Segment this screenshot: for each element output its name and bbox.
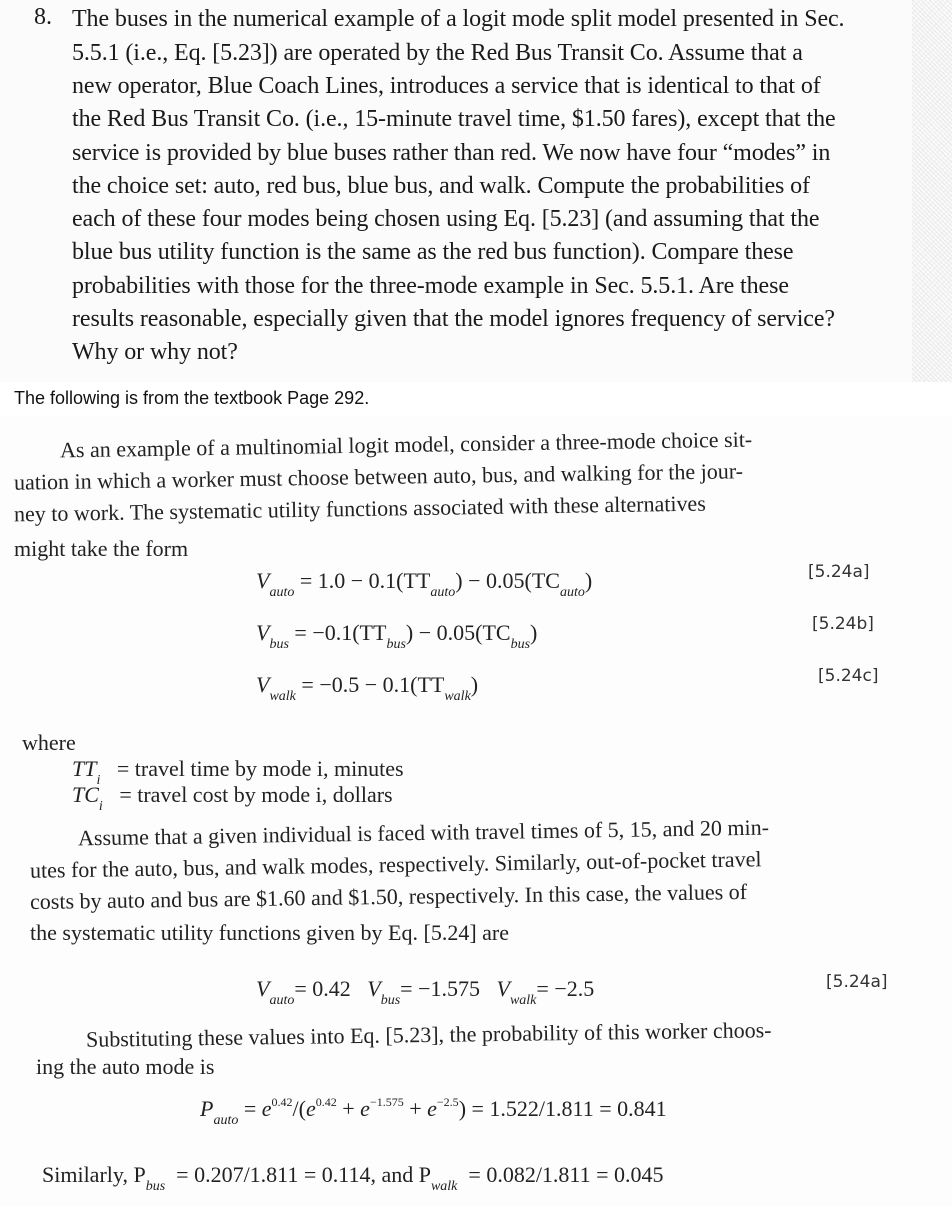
equation-tag: [5.24a] xyxy=(826,972,888,992)
problem-line: each of these four modes being chosen using Eq. [5.23] (and assuming that the xyxy=(72,206,820,232)
definition-tc: $TC_i$ = travel cost by mode i, dollars xyxy=(72,782,393,814)
assume-line: Assume that a given individual is faced with travel times of 5, 15, and 20 min- xyxy=(77,814,770,851)
intro-line: uation in which a worker must choose between auto, bus, and walking for the jour- xyxy=(13,458,744,495)
problem-line: 5.5.1 (i.e., Eq. [5.23]) are operated by the Red Bus Transit Co. Assume that a xyxy=(72,40,803,66)
problem-line: Why or why not? xyxy=(72,339,238,365)
equation-v-auto: $V_{auto} = 1.0 - 0.1(TT_{auto}) - 0.05(TC_{auto})$ xyxy=(256,568,593,600)
problem-number: 8. xyxy=(34,4,52,30)
p-auto-equation: $P_{auto} = e^{0.42}/(e^{0.42} + e^{-1.575} + e^{-2.5}) = 1.522/1.811 = 0.841$ xyxy=(200,1095,667,1128)
equation-tag: [5.24a] xyxy=(808,562,870,582)
assume-line: the systematic utility functions given by Eq. [5.24] are xyxy=(30,920,510,945)
problem-line: The buses in the numerical example of a logit mode split model presented in Sec. xyxy=(72,6,845,32)
problem-line: the Red Bus Transit Co. (i.e., 15-minute travel time, $1.50 fares), except that the xyxy=(72,106,836,132)
similarly-line: Similarly, $P_{bus} = 0.207/1.811 = 0.114$, and $P_{walk} = 0.082/1.811 = 0.045$ xyxy=(42,1162,664,1194)
where-label: where xyxy=(22,730,76,755)
problem-line: the choice set: auto, red bus, blue bus, and walk. Compute the probabilities of xyxy=(72,173,810,199)
assume-line: utes for the auto, bus, and walk modes, respectively. Similarly, out-of-pocket travel xyxy=(29,846,762,883)
problem-statement xyxy=(0,0,952,382)
problem-line: blue bus utility function is the same as the red bus function). Compare these xyxy=(72,239,794,265)
intro-line: might take the form xyxy=(14,536,189,561)
definition-tt: $TT_i$ = travel time by mode i, minutes xyxy=(72,756,404,788)
intro-line: As an example of a multinomial logit model, consider a three-mode choice sit- xyxy=(59,426,753,463)
assume-line: costs by auto and bus are $1.60 and $1.50, respectively. In this case, the values of xyxy=(29,878,748,915)
textbook-excerpt xyxy=(0,416,952,1206)
scan-noise xyxy=(912,0,952,382)
equation-v-walk: $V_{walk} = -0.5 - 0.1(TT_{walk})$ xyxy=(256,672,479,704)
problem-line: results reasonable, especially given that the model ignores frequency of service? xyxy=(72,306,835,332)
utility-values: $V_{auto}= 0.42$ $V_{bus}= -1.575$ $V_{walk}= -2.5$ xyxy=(256,976,595,1008)
subst-line: Substituting these values into Eq. [5.23], the probability of this worker choos- xyxy=(85,1017,772,1052)
subst-line: ing the auto mode is xyxy=(36,1054,215,1079)
intro-line: ney to work. The systematic utility functions associated with these alternatives xyxy=(13,490,706,527)
problem-line: probabilities with those for the three-mode example in Sec. 5.5.1. Are these xyxy=(72,273,789,299)
equation-tag: [5.24b] xyxy=(812,614,874,634)
source-caption: The following is from the textbook Page 292. xyxy=(14,388,370,408)
equation-tag: [5.24c] xyxy=(818,666,879,686)
equation-v-bus: $V_{bus} = -0.1(TT_{bus}) - 0.05(TC_{bus})$ xyxy=(256,620,538,652)
problem-line: new operator, Blue Coach Lines, introduces a service that is identical to that of xyxy=(72,73,821,99)
problem-line: service is provided by blue buses rather than red. We now have four “modes” in xyxy=(72,140,831,166)
